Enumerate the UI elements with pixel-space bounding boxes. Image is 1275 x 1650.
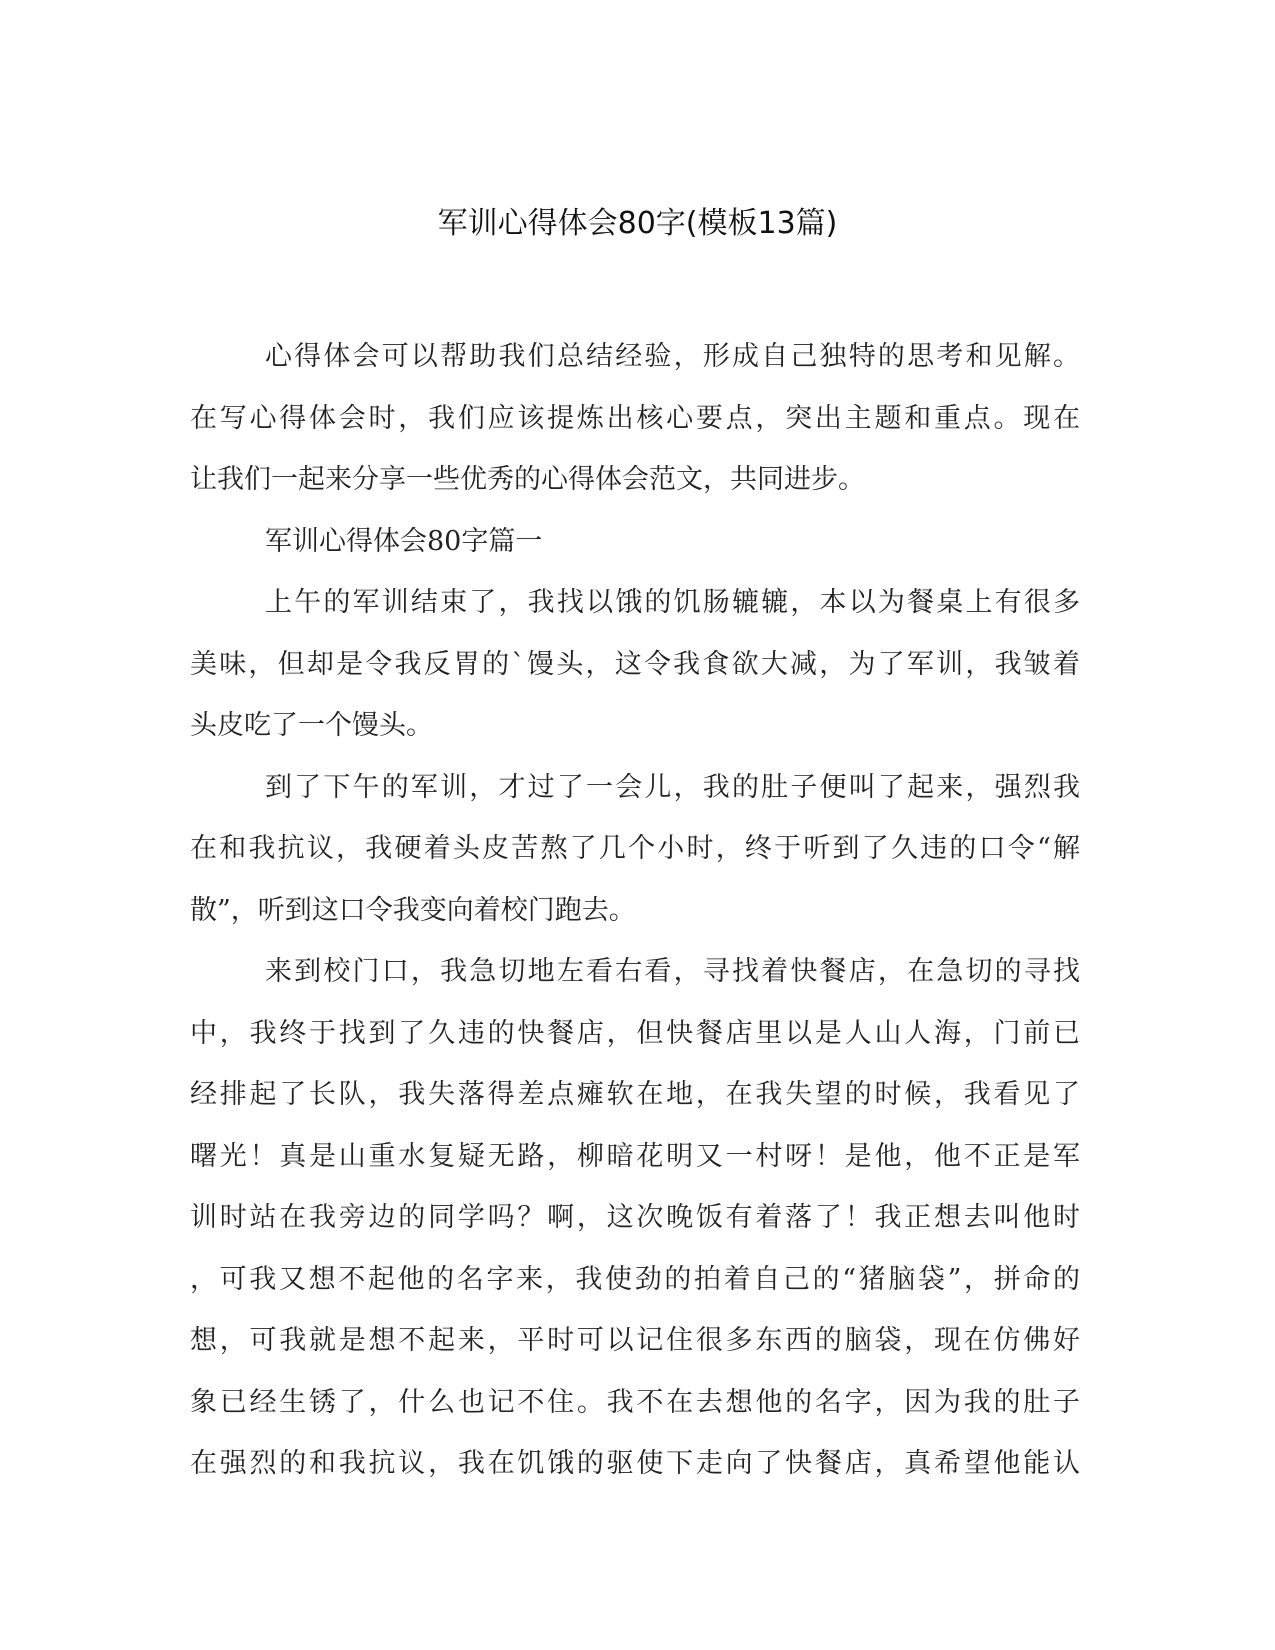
text-line: 在写心得体会时，我们应该提炼出核心要点，突出主题和重点。现在 xyxy=(190,402,1080,434)
text-line: 来到校门口，我急切地左看右看，寻找着快餐店，在急切的寻找 xyxy=(265,956,1080,987)
text-line: 训时站在我旁边的同学吗？啊，这次晚饭有着落了！我正想去叫他时 xyxy=(190,1202,1080,1233)
text-line: 军训心得体会80字篇一 xyxy=(265,525,543,557)
text-line: 曙光！真是山重水复疑无路，柳暗花明又一村呀！是他，他不正是军 xyxy=(190,1140,1080,1172)
text-line: 让我们一起来分享一些优秀的心得体会范文，共同进步。 xyxy=(190,464,865,495)
text-line: 头皮吃了一个馒头。 xyxy=(190,710,433,741)
text-line: 心得体会可以帮助我们总结经验，形成自己独特的思考和见解。 xyxy=(265,341,1080,372)
text-line: 在和我抗议，我硬着头皮苦熬了几个小时，终于听到了久违的口令“解 xyxy=(190,833,1080,864)
document-title: 军训心得体会80字(模板13篇) xyxy=(437,206,838,241)
text-line: 散”，听到这口令我变向着校门跑去。 xyxy=(190,894,636,926)
document-body xyxy=(190,326,1080,1495)
text-line: 美味，但却是令我反胃的`馒头，这令我食欲大减，为了军训，我皱着 xyxy=(190,648,1080,680)
text-line: 想，可我就是想不起来，平时可以记住很多东西的脑袋，现在仿佛好 xyxy=(190,1325,1080,1356)
text-line: 中，我终于找到了久违的快餐店，但快餐店里以是人山人海，门前已 xyxy=(190,1017,1080,1049)
text-line: ，可我又想不起他的名字来，我使劲的拍着自己的“猪脑袋”，拼命的 xyxy=(190,1263,1080,1295)
text-line: 在强烈的和我抗议，我在饥饿的驱使下走向了快餐店，真希望他能认 xyxy=(190,1448,1080,1479)
text-line: 上午的军训结束了，我找以饿的饥肠辘辘，本以为餐桌上有很多 xyxy=(265,587,1080,618)
text-line: 经排起了长队，我失落得差点瘫软在地，在我失望的时候，我看见了 xyxy=(190,1079,1080,1110)
text-line: 到了下午的军训，才过了一会儿，我的肚子便叫了起来，强烈我 xyxy=(265,771,1080,803)
text-line: 象已经生锈了，什么也记不住。我不在去想他的名字，因为我的肚子 xyxy=(190,1386,1080,1418)
